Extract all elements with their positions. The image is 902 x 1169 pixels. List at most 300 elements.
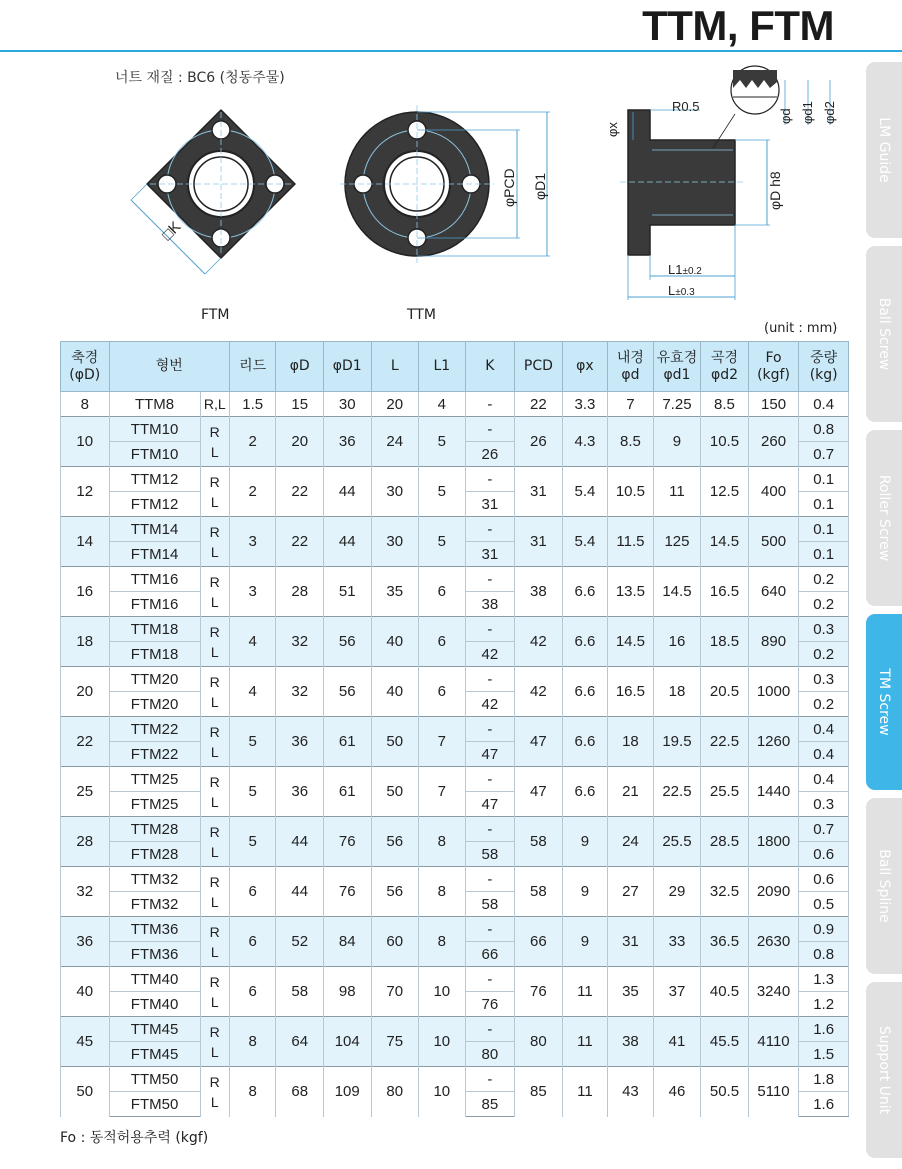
ttm-front-view [340,105,550,263]
col-PCD: PCD [515,342,563,392]
cell-phiD: 15 [276,392,324,417]
table-row [61,817,849,842]
cell-L1: 8 [419,817,466,867]
cell-L: 40 [371,617,419,667]
cell-Fo: 1800 [748,817,799,867]
cell-K-ftm: 42 [465,692,515,717]
cell-model-ftm: FTM10 [109,442,200,467]
L1-tol-label: ±0.2 [682,266,702,277]
cell-model-ftm: FTM32 [109,892,200,917]
col-root: 곡경 φd2 [701,342,749,392]
cell-Fo: 640 [748,567,799,617]
cell-lead: 8 [229,1067,276,1117]
col-phix: φx [562,342,608,392]
cell-inner: 38 [608,1017,654,1067]
cell-root: 12.5 [701,467,749,517]
cell-K: - [465,392,515,417]
table-row [61,392,849,417]
cell-rl: R L [200,867,229,917]
cell-rl: R L [200,417,229,467]
cell-model-ttm: TTM16 [109,567,200,592]
cell-L: 24 [371,417,419,467]
cell-weight-ftm: 1.2 [799,992,849,1017]
cell-phix: 5.4 [562,467,608,517]
side-tab-tm-screw[interactable] [866,614,902,790]
cell-phiD1: 44 [323,467,371,517]
cell-Fo: 890 [748,617,799,667]
cell-weight: 0.4 [799,392,849,417]
table-row [61,467,849,492]
cell-PCD: 38 [515,567,563,617]
cell-K-ftm: 47 [465,792,515,817]
side-tab-ball-screw[interactable] [866,246,902,422]
cell-weight-ftm: 0.7 [799,442,849,467]
cell-rl: R L [200,617,229,667]
col-K: K [465,342,515,392]
cell-shaft: 18 [61,617,110,667]
cell-Fo: 1260 [748,717,799,767]
cell-phiD: 32 [276,617,324,667]
cell-root: 22.5 [701,717,749,767]
cell-L1: 6 [419,567,466,617]
cell-phiD: 52 [276,917,324,967]
cell-L1: 7 [419,717,466,767]
cell-lead: 5 [229,717,276,767]
cell-L1: 4 [419,392,466,417]
cell-inner: 43 [608,1067,654,1117]
cell-shaft: 32 [61,867,110,917]
cell-PCD: 58 [515,817,563,867]
cell-K-ttm: - [465,617,515,642]
cell-phiD1: 56 [323,617,371,667]
cell-K-ftm: 31 [465,542,515,567]
side-tab-label: Support Unit [876,1025,892,1115]
cell-root: 18.5 [701,617,749,667]
table-row [61,517,849,542]
cell-PCD: 80 [515,1017,563,1067]
cell-lead: 2 [229,417,276,467]
cell-L: 60 [371,917,419,967]
cell-phiD1: 44 [323,517,371,567]
cell-model-ftm: FTM20 [109,692,200,717]
cell-weight-ftm: 0.8 [799,942,849,967]
cell-weight-ttm: 0.1 [799,517,849,542]
cell-phix: 6.6 [562,717,608,767]
cell-L1: 8 [419,917,466,967]
cell-lead: 6 [229,917,276,967]
cell-eff: 33 [653,917,701,967]
table-row [61,567,849,592]
cell-PCD: 66 [515,917,563,967]
cell-K-ttm: - [465,467,515,492]
cell-L: 70 [371,967,419,1017]
cell-Fo: 4110 [748,1017,799,1067]
cell-shaft: 8 [61,392,110,417]
cell-weight-ftm: 0.3 [799,792,849,817]
cell-phiD1: 98 [323,967,371,1017]
cell-weight-ttm: 0.8 [799,417,849,442]
cell-rl: R L [200,817,229,867]
side-tab-label: TM Screw [876,668,892,736]
side-tab-ball-spline[interactable] [866,798,902,974]
cell-model-ttm: TTM22 [109,717,200,742]
cell-L: 50 [371,717,419,767]
cell-inner: 8.5 [608,417,654,467]
cell-PCD: 58 [515,867,563,917]
cell-phix: 6.6 [562,667,608,717]
cell-model-ftm: FTM18 [109,642,200,667]
cell-inner: 16.5 [608,667,654,717]
cell-phiD1: 61 [323,717,371,767]
cell-L1: 10 [419,1067,466,1117]
table-row [61,967,849,992]
cell-inner: 24 [608,817,654,867]
cell-phix: 11 [562,967,608,1017]
cell-L: 20 [371,392,419,417]
cell-K-ttm: - [465,1067,515,1092]
cell-phix: 9 [562,917,608,967]
cell-root: 32.5 [701,867,749,917]
cell-model-ftm: FTM50 [109,1092,200,1117]
cell-weight-ftm: 0.1 [799,492,849,517]
ftm-front-view [131,110,295,274]
cell-shaft: 45 [61,1017,110,1067]
cell-L: 56 [371,867,419,917]
cell-root: 10.5 [701,417,749,467]
cell-K-ttm: - [465,817,515,842]
cell-inner: 27 [608,867,654,917]
cell-phiD: 64 [276,1017,324,1067]
col-eff: 유효경 φd1 [653,342,701,392]
cell-eff: 22.5 [653,767,701,817]
cell-root: 36.5 [701,917,749,967]
cell-eff: 18 [653,667,701,717]
cell-lead: 2 [229,467,276,517]
cell-PCD: 26 [515,417,563,467]
cell-L: 30 [371,467,419,517]
cell-phiD1: 84 [323,917,371,967]
cell-K-ftm: 38 [465,592,515,617]
phi-d2-label: φd2 [822,101,837,124]
side-section-view [605,66,837,300]
col-L1: L1 [419,342,466,392]
cell-weight-ttm: 0.3 [799,667,849,692]
cell-model-ttm: TTM20 [109,667,200,692]
cell-inner: 10.5 [608,467,654,517]
cell-K-ttm: - [465,567,515,592]
cell-eff: 41 [653,1017,701,1067]
cell-lead: 6 [229,867,276,917]
cell-phix: 4.3 [562,417,608,467]
cell-rl: R L [200,567,229,617]
footnote: Fo : 동적허용추력 (kgf) [60,1130,209,1146]
cell-weight-ttm: 1.3 [799,967,849,992]
cell-lead: 3 [229,517,276,567]
col-L: L [371,342,419,392]
cell-model-ftm: FTM45 [109,1042,200,1067]
cell-phiD: 22 [276,467,324,517]
cell-K-ttm: - [465,417,515,442]
cell-root: 50.5 [701,1067,749,1117]
cell-lead: 1.5 [229,392,276,417]
page-title: TTM, FTM [642,2,834,49]
col-phiD1: φD1 [323,342,371,392]
cell-phiD: 44 [276,867,324,917]
cell-K-ttm: - [465,867,515,892]
cell-K-ftm: 42 [465,642,515,667]
cell-phix: 6.6 [562,617,608,667]
cell-shaft: 36 [61,917,110,967]
col-model: 형번 [109,342,229,392]
cell-weight-ftm: 0.6 [799,842,849,867]
cell-model-ttm: TTM28 [109,817,200,842]
L1-label: L1 [668,262,683,277]
table-row [61,917,849,942]
cell-root: 40.5 [701,967,749,1017]
cell-L: 50 [371,767,419,817]
cell-rl: R L [200,517,229,567]
cell-eff: 125 [653,517,701,567]
col-inner: 내경 φd [608,342,654,392]
phi-D-h8-label: φD h8 [767,171,783,210]
side-tab-label: LM Guide [876,117,892,183]
cell-shaft: 20 [61,667,110,717]
cell-phiD1: 109 [323,1067,371,1117]
cell-shaft: 12 [61,467,110,517]
cell-inner: 18 [608,717,654,767]
cell-rl: R L [200,767,229,817]
cell-phix: 11 [562,1067,608,1117]
col-phiD: φD [276,342,324,392]
cell-L: 35 [371,567,419,617]
cell-K-ttm: - [465,717,515,742]
cell-PCD: 85 [515,1067,563,1117]
cell-Fo: 500 [748,517,799,567]
col-Fo: Fo (kgf) [748,342,799,392]
ftm-figure-label: FTM [201,307,230,323]
d1-label: φD1 [532,173,548,200]
cell-PCD: 42 [515,667,563,717]
cell-lead: 4 [229,667,276,717]
col-shaft: 축경 (φD) [61,342,110,392]
cell-phix: 5.4 [562,517,608,567]
cell-phiD: 22 [276,517,324,567]
table-row [61,867,849,892]
cell-model-ttm: TTM25 [109,767,200,792]
side-tab-lm-guide[interactable] [866,62,902,238]
cell-rl: R L [200,667,229,717]
cell-root: 28.5 [701,817,749,867]
cell-weight-ttm: 0.4 [799,767,849,792]
cell-Fo: 1440 [748,767,799,817]
square-k-label: □K [158,218,185,244]
cell-shaft: 40 [61,967,110,1017]
side-tab-support-unit[interactable] [866,982,902,1158]
cell-Fo: 400 [748,467,799,517]
cell-phiD1: 76 [323,867,371,917]
cell-K-ftm: 76 [465,992,515,1017]
cell-shaft: 22 [61,717,110,767]
cell-Fo: 1000 [748,667,799,717]
cell-K-ftm: 47 [465,742,515,767]
material-note: 너트 재질 : BC6 (청동주물) [115,70,285,86]
cell-model-ftm: FTM22 [109,742,200,767]
phi-x-label: φx [605,122,620,137]
cell-L1: 10 [419,967,466,1017]
cell-phiD: 32 [276,667,324,717]
cell-rl: R L [200,717,229,767]
cell-rl: R L [200,1017,229,1067]
cell-model-ttm: TTM50 [109,1067,200,1092]
ttm-figure-label: TTM [407,307,436,323]
cell-Fo: 2090 [748,867,799,917]
cell-lead: 5 [229,767,276,817]
cell-weight-ftm: 0.2 [799,642,849,667]
cell-inner: 11.5 [608,517,654,567]
phi-d-label: φd [778,108,793,124]
side-tab-roller-screw[interactable] [866,430,902,606]
L-tol-label: ±0.3 [675,287,695,298]
cell-model-ttm: TTM36 [109,917,200,942]
cell-Fo: 150 [748,392,799,417]
cell-root: 20.5 [701,667,749,717]
cell-shaft: 25 [61,767,110,817]
cell-phiD1: 104 [323,1017,371,1067]
cell-phiD: 20 [276,417,324,467]
cell-L: 30 [371,517,419,567]
cell-model-ftm: FTM14 [109,542,200,567]
cell-weight-ttm: 1.6 [799,1017,849,1042]
cell-weight-ftm: 0.1 [799,542,849,567]
cell-K-ttm: - [465,917,515,942]
cell-model-ftm: FTM40 [109,992,200,1017]
cell-eff: 11 [653,467,701,517]
cell-L: 75 [371,1017,419,1067]
cell-L1: 5 [419,517,466,567]
cell-weight-ftm: 1.6 [799,1092,849,1117]
cell-inner: 35 [608,967,654,1017]
cell-rl: R L [200,467,229,517]
table-row [61,767,849,792]
cell-phiD1: 36 [323,417,371,467]
cell-K-ttm: - [465,517,515,542]
cell-model: TTM8 [109,392,200,417]
r05-label: R0.5 [672,99,700,114]
side-tab-label: Ball Screw [876,297,892,371]
cell-phiD: 28 [276,567,324,617]
cell-K-ftm: 58 [465,842,515,867]
cell-rl: R,L [200,392,229,417]
cell-rl: R L [200,917,229,967]
table-header-row [61,342,849,392]
side-tab-label: Roller Screw [876,474,892,562]
cell-L1: 5 [419,417,466,467]
cell-lead: 5 [229,817,276,867]
pcd-label: φPCD [501,168,517,207]
cell-shaft: 10 [61,417,110,467]
cell-eff: 14.5 [653,567,701,617]
col-lead: 리드 [229,342,276,392]
cell-K-ftm: 26 [465,442,515,467]
cell-inner: 14.5 [608,617,654,667]
cell-L1: 6 [419,617,466,667]
cell-L: 80 [371,1067,419,1117]
cell-root: 16.5 [701,567,749,617]
cell-phiD1: 51 [323,567,371,617]
cell-phix: 11 [562,1017,608,1067]
cell-K-ftm: 31 [465,492,515,517]
cell-phiD: 68 [276,1067,324,1117]
cell-eff: 25.5 [653,817,701,867]
cell-phiD1: 61 [323,767,371,817]
cell-L1: 5 [419,467,466,517]
cell-Fo: 3240 [748,967,799,1017]
nut-drawing [100,60,860,310]
unit-note: (unit : mm) [764,321,838,336]
cell-eff: 46 [653,1067,701,1117]
cell-weight-ttm: 0.9 [799,917,849,942]
cell-PCD: 47 [515,717,563,767]
cell-phiD: 58 [276,967,324,1017]
cell-eff: 16 [653,617,701,667]
side-tab-label: Ball Spline [876,849,892,923]
cell-shaft: 28 [61,817,110,867]
title-divider [0,50,902,52]
cell-eff: 7.25 [653,392,701,417]
cell-weight-ftm: 0.5 [799,892,849,917]
cell-model-ftm: FTM36 [109,942,200,967]
cell-model-ttm: TTM32 [109,867,200,892]
cell-PCD: 47 [515,767,563,817]
cell-shaft: 16 [61,567,110,617]
cell-rl: R L [200,967,229,1017]
cell-PCD: 31 [515,467,563,517]
cell-Fo: 5110 [748,1067,799,1117]
table-row [61,717,849,742]
cell-lead: 8 [229,1017,276,1067]
cell-phiD1: 30 [323,392,371,417]
cell-phiD: 36 [276,767,324,817]
cell-root: 8.5 [701,392,749,417]
cell-model-ftm: FTM28 [109,842,200,867]
cell-inner: 21 [608,767,654,817]
cell-phix: 6.6 [562,767,608,817]
cell-inner: 13.5 [608,567,654,617]
cell-phiD: 36 [276,717,324,767]
cell-model-ftm: FTM25 [109,792,200,817]
cell-L: 56 [371,817,419,867]
cell-model-ttm: TTM18 [109,617,200,642]
cell-L1: 6 [419,667,466,717]
svg-text:L±0.3 [668,283,695,298]
cell-phiD: 44 [276,817,324,867]
cell-model-ttm: TTM45 [109,1017,200,1042]
cell-inner: 31 [608,917,654,967]
cell-phix: 9 [562,817,608,867]
cell-weight-ttm: 0.2 [799,567,849,592]
cell-K-ttm: - [465,967,515,992]
cell-model-ttm: TTM12 [109,467,200,492]
cell-K-ftm: 85 [465,1092,515,1117]
cell-lead: 4 [229,617,276,667]
cell-weight-ttm: 0.7 [799,817,849,842]
cell-eff: 19.5 [653,717,701,767]
svg-text:L1±0.2 [668,262,702,277]
cell-weight-ttm: 0.1 [799,467,849,492]
cell-PCD: 22 [515,392,563,417]
cell-lead: 3 [229,567,276,617]
table-row [61,667,849,692]
